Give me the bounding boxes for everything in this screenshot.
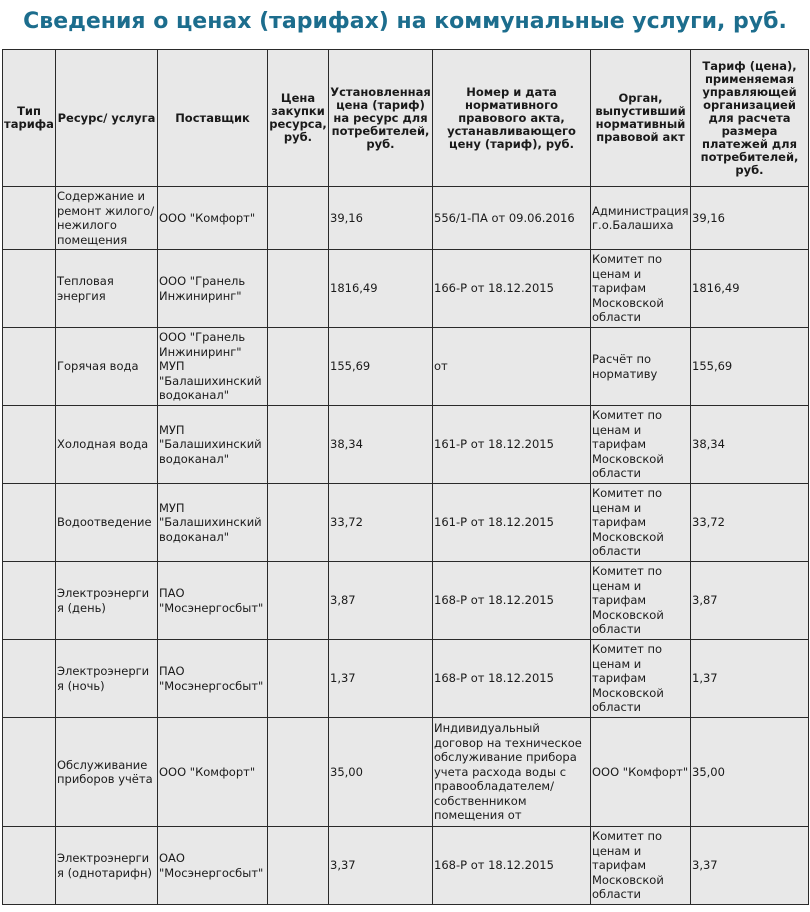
cell-issuing-body: Комитет по ценам и тарифам Московской области [591, 484, 691, 562]
cell-tariff-type [3, 640, 56, 718]
cell-resource: Холодная вода [56, 406, 158, 484]
cell-tariff-type [3, 484, 56, 562]
cell-purchase-price [268, 187, 329, 250]
cell-issuing-body: Администрация г.о.Балашиха [591, 187, 691, 250]
table-row [3, 406, 809, 484]
header-tariff-type: Тип тарифа [3, 50, 56, 187]
cell-applied-tariff: 1,37 [691, 640, 809, 718]
cell-tariff-type [3, 827, 56, 905]
table-row [3, 328, 809, 406]
cell-supplier: ПАО "Мосэнергосбыт" [158, 640, 268, 718]
table-row [3, 484, 809, 562]
table-row [3, 187, 809, 250]
cell-supplier: МУП "Балашихинский водоканал" [158, 484, 268, 562]
cell-resource: Водоотведение [56, 484, 158, 562]
cell-supplier: ООО "Комфорт" [158, 187, 268, 250]
cell-purchase-price [268, 827, 329, 905]
cell-supplier: ООО "Гранель Инжиниринг" [158, 250, 268, 328]
cell-purchase-price [268, 562, 329, 640]
cell-issuing-body: Расчёт по нормативу [591, 328, 691, 406]
cell-legal-act: 161-Р от 18.12.2015 [433, 484, 591, 562]
cell-resource: Электроэнергия (день) [56, 562, 158, 640]
header-issuing-body: Орган, выпустивший нормативный правовой акт [591, 50, 691, 187]
cell-set-price: 38,34 [329, 406, 433, 484]
cell-applied-tariff: 3,87 [691, 562, 809, 640]
table-header-row [3, 50, 809, 187]
header-supplier: Поставщик [158, 50, 268, 187]
cell-purchase-price [268, 328, 329, 406]
cell-tariff-type [3, 328, 56, 406]
header-resource: Ресурс/ услуга [56, 50, 158, 187]
cell-purchase-price [268, 406, 329, 484]
cell-purchase-price [268, 250, 329, 328]
tariff-table [2, 49, 809, 905]
cell-tariff-type [3, 406, 56, 484]
cell-supplier: ОАО "Мосэнергосбыт" [158, 827, 268, 905]
cell-set-price: 33,72 [329, 484, 433, 562]
cell-supplier: ООО "Гранель Инжиниринг" МУП "Балашихинский водоканал" [158, 328, 268, 406]
cell-legal-act: Индивидуальный договор на техническое обслуживание прибора учета расхода воды с правообладателем/ собственником помещения от [433, 718, 591, 827]
cell-set-price: 3,87 [329, 562, 433, 640]
cell-set-price: 1,37 [329, 640, 433, 718]
cell-issuing-body: ООО "Комфорт" [591, 718, 691, 827]
cell-legal-act: 168-Р от 18.12.2015 [433, 640, 591, 718]
header-set-price: Установленная цена (тариф) на ресурс для потребителей, руб. [329, 50, 433, 187]
cell-resource: Содержание и ремонт жилого/ нежилого помещения [56, 187, 158, 250]
cell-tariff-type [3, 562, 56, 640]
header-applied-tariff: Тариф (цена), применяемая управляющей организацией для расчета размера платежей для потребителей, руб. [691, 50, 809, 187]
cell-resource: Горячая вода [56, 328, 158, 406]
cell-applied-tariff: 39,16 [691, 187, 809, 250]
cell-legal-act: от [433, 328, 591, 406]
table-row [3, 827, 809, 905]
cell-issuing-body: Комитет по ценам и тарифам Московской области [591, 406, 691, 484]
table-row [3, 640, 809, 718]
cell-issuing-body: Комитет по ценам и тарифам Московской области [591, 562, 691, 640]
cell-resource: Тепловая энергия [56, 250, 158, 328]
cell-set-price: 35,00 [329, 718, 433, 827]
cell-supplier: МУП "Балашихинский водоканал" [158, 406, 268, 484]
header-legal-act: Номер и дата нормативного правового акта, устанавливающего цену (тариф), руб. [433, 50, 591, 187]
cell-applied-tariff: 155,69 [691, 328, 809, 406]
cell-supplier: ООО "Комфорт" [158, 718, 268, 827]
cell-supplier: ПАО "Мосэнергосбыт" [158, 562, 268, 640]
cell-applied-tariff: 3,37 [691, 827, 809, 905]
cell-legal-act: 168-Р от 18.12.2015 [433, 562, 591, 640]
cell-set-price: 155,69 [329, 328, 433, 406]
cell-purchase-price [268, 484, 329, 562]
cell-tariff-type [3, 250, 56, 328]
cell-applied-tariff: 35,00 [691, 718, 809, 827]
cell-tariff-type [3, 187, 56, 250]
cell-purchase-price [268, 640, 329, 718]
cell-applied-tariff: 38,34 [691, 406, 809, 484]
cell-resource: Электроэнергия (ночь) [56, 640, 158, 718]
cell-legal-act: 556/1-ПА от 09.06.2016 [433, 187, 591, 250]
cell-issuing-body: Комитет по ценам и тарифам Московской области [591, 250, 691, 328]
cell-legal-act: 161-Р от 18.12.2015 [433, 406, 591, 484]
cell-applied-tariff: 1816,49 [691, 250, 809, 328]
cell-purchase-price [268, 718, 329, 827]
header-purchase-price: Цена закупки ресурса, руб. [268, 50, 329, 187]
table-row [3, 718, 809, 827]
cell-legal-act: 168-Р от 18.12.2015 [433, 827, 591, 905]
cell-resource: Электроэнергия (однотарифн) [56, 827, 158, 905]
cell-issuing-body: Комитет по ценам и тарифам Московской области [591, 640, 691, 718]
cell-issuing-body: Комитет по ценам и тарифам Московской области [591, 827, 691, 905]
cell-set-price: 3,37 [329, 827, 433, 905]
page-title: Сведения о ценах (тарифах) на коммунальные услуги, руб. [23, 9, 787, 34]
cell-set-price: 39,16 [329, 187, 433, 250]
table-row [3, 562, 809, 640]
table-row [3, 250, 809, 328]
cell-resource: Обслуживание приборов учёта [56, 718, 158, 827]
cell-applied-tariff: 33,72 [691, 484, 809, 562]
cell-tariff-type [3, 718, 56, 827]
cell-set-price: 1816,49 [329, 250, 433, 328]
cell-legal-act: 166-Р от 18.12.2015 [433, 250, 591, 328]
